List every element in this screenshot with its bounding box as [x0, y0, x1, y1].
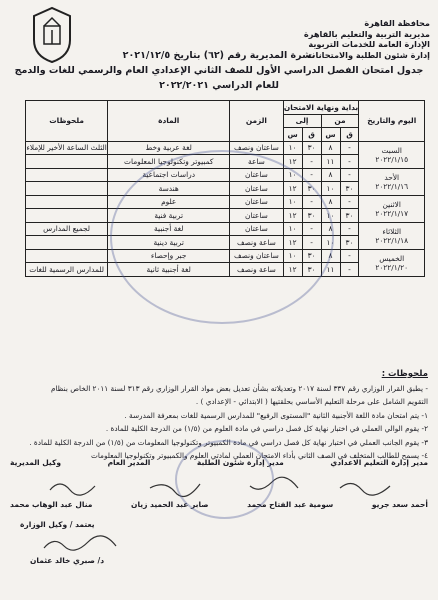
signature-name: صابر عبد الحميد زيان — [131, 500, 209, 509]
note-cell — [26, 155, 108, 169]
from-hours-cell: ١١ — [321, 263, 340, 277]
from-hours-cell: ٨ — [321, 222, 340, 236]
to-hours-cell: ١٠ — [283, 195, 302, 209]
header-line: الإدارة العامة للخدمات التربوية — [308, 39, 430, 49]
to-hours-cell: ١٠ — [283, 141, 302, 155]
day-date: ٢٠٢٢/١/٢٠ — [375, 262, 409, 272]
signature-title: مدير إدارة التعليم الاعدادي — [330, 458, 428, 467]
to-hours-cell: ١٢ — [283, 155, 302, 169]
note-cell: للمدارس الرسمية للغات — [26, 263, 108, 277]
to-minutes-cell: - — [302, 236, 321, 250]
notes-title: ملحوظات : — [381, 369, 428, 379]
note-item: ٣- يقوم الجانب العملي في اختبار نهاية كل فصل دراسي في مادة الكمبيوتر وتكنولوجيا المعلومات من (١/٥) من الدرجة الكلية للمادة . — [29, 437, 428, 447]
undersecretary-signature-icon — [40, 534, 120, 554]
duration-cell: ساعة ونصف — [230, 236, 283, 250]
note-cell — [26, 236, 108, 250]
note-cell — [26, 209, 108, 223]
note-cell — [26, 249, 108, 263]
from-hours-cell: ٨ — [321, 141, 340, 155]
subject-cell: جبر وإحصاء — [108, 249, 230, 263]
subject-cell: علوم — [108, 195, 230, 209]
note-item: - يطبق القرار الوزاري رقم ٣٣٧ لسنة ٢٠١٧ وتعديلاته بشأن تعديل بعض مواد القرار الوزاري رقم ٣١٣ لسنة ٢٠١١ الخاص بنظام — [50, 383, 428, 393]
day-name: السبت — [381, 145, 402, 155]
day-date: ٢٠٢٢/١/١٧ — [375, 208, 409, 218]
subject-cell: دراسات اجتماعية — [108, 168, 230, 182]
to-hours-cell: ١٠ — [283, 168, 302, 182]
day-name: الاثنين — [382, 199, 401, 209]
from-minutes-cell: - — [340, 155, 359, 169]
duration-cell: ساعتان ونصف — [230, 141, 283, 155]
signature-title: وكيل المديرية — [10, 458, 62, 467]
header-notes: ملحوظات — [26, 101, 108, 142]
from-hours-cell: ١٠ — [321, 236, 340, 250]
to-minutes-cell: ٣٠ — [302, 141, 321, 155]
from-minutes-cell: - — [340, 195, 359, 209]
approval-title: يعتمد / وكيل الوزارة — [20, 520, 95, 529]
from-minutes-cell: ٣٠ — [340, 236, 359, 250]
to-hours-cell: ١٢ — [283, 182, 302, 196]
note-item: ١- يتم امتحان مادة اللغة الأجنبية الثانية "المستوى الرفيع" للمدارس الرسمية للغات بمعرفة المدرسة . — [124, 410, 428, 420]
approval-name: د/ صبري خالد عثمان — [30, 556, 105, 565]
day-name: الأحد — [384, 172, 400, 182]
header-start-end: بداية ونهاية الامتحان — [283, 101, 359, 115]
to-minutes-cell: - — [302, 155, 321, 169]
from-hours-cell: ١٠ — [321, 209, 340, 223]
duration-cell: ساعتان — [230, 209, 283, 223]
note-item: ٢- يقوم الوالي العملي في اختبار نهاية كل فصل دراسي في مادة العلوم من (١/٥) من الدرجة الكلية للمادة . — [105, 424, 428, 433]
day-date: ٢٠٢٢/١/١٨ — [375, 235, 409, 245]
signature-title: مدير إدارة شئون الطلبة — [196, 458, 284, 467]
day-cell — [359, 141, 425, 168]
duration-cell: ساعتان — [230, 195, 283, 209]
from-hours-cell: ٨ — [321, 168, 340, 182]
header-to-hours: س — [283, 128, 302, 142]
to-hours-cell: ١٠ — [283, 222, 302, 236]
day-date: ٢٠٢٢/١/١٥ — [375, 154, 409, 164]
subject-cell: هندسة — [108, 182, 230, 196]
signature-name: أحمد سعد جريو — [371, 500, 428, 509]
day-cell — [359, 249, 425, 276]
to-minutes-cell: - — [302, 168, 321, 182]
day-date: ٢٠٢٢/١/١٦ — [375, 181, 409, 191]
watermark-stamp-icon — [110, 150, 334, 324]
from-hours-cell: ١٠ — [321, 182, 340, 196]
signature-title: المدير العام — [107, 458, 151, 467]
header-from-hours: س — [321, 128, 340, 142]
bulletin-number: نشرة المديرية رقم (٦٢) بتاريخ ٢٠٢١/١٢/٥ — [122, 50, 316, 61]
from-hours-cell: ٨ — [321, 249, 340, 263]
from-minutes-cell: - — [340, 222, 359, 236]
from-hours-cell: ١١ — [321, 155, 340, 169]
subject-cell: لغة عربية وخط — [108, 141, 230, 155]
to-minutes-cell: ٣٠ — [302, 263, 321, 277]
to-minutes-cell: ٣٠ — [302, 249, 321, 263]
signature-name: منال عبد الوهاب محمد — [10, 500, 93, 509]
header-from: من — [321, 114, 359, 128]
day-name: الخميس — [379, 253, 405, 263]
note-cell — [26, 168, 108, 182]
header-to: إلى — [283, 114, 321, 128]
day-cell — [359, 222, 425, 249]
to-hours-cell: ١٢ — [283, 209, 302, 223]
header-day: اليوم والتاريخ — [359, 101, 425, 142]
from-minutes-cell: - — [340, 141, 359, 155]
page-title: جدول امتحان الفصل الدراسي الأول للصف الثاني الإعدادي العام والرسمي للغات والدمج — [14, 65, 424, 76]
to-minutes-cell: - — [302, 195, 321, 209]
to-minutes-cell: ٣٠ — [302, 209, 321, 223]
day-cell — [359, 168, 425, 195]
note-cell — [26, 195, 108, 209]
from-hours-cell: ٨ — [321, 195, 340, 209]
from-minutes-cell: ٣٠ — [340, 182, 359, 196]
note-item: ٤- يسمح للطالب المتخلف في الصف الثاني بأداء الامتحان العملي لمادتي العلوم والكمبيوتر وتكنولوجيا المعلومات — [90, 451, 428, 460]
header-line: محافظة القاهرة — [364, 18, 430, 28]
header-subject: المادة — [108, 101, 230, 142]
day-name: الثلاثاء — [382, 226, 402, 236]
from-minutes-cell: - — [340, 263, 359, 277]
note-cell: لجميع المدارس — [26, 222, 108, 236]
subject-cell: لغة أجنبية — [108, 222, 230, 236]
duration-cell: ساعتان ونصف — [230, 249, 283, 263]
from-minutes-cell: ٣٠ — [340, 209, 359, 223]
subject-cell: تربية فنية — [108, 209, 230, 223]
to-minutes-cell: ٣٠ — [302, 182, 321, 196]
header-to-minutes: ق — [302, 128, 321, 142]
from-minutes-cell: - — [340, 168, 359, 182]
to-hours-cell: ١٠ — [283, 249, 302, 263]
from-minutes-cell: - — [340, 249, 359, 263]
note-item: التقويم الشامل على مرحلة التعليم الأساسي بحلقتيها ( الابتدائي - الإعدادي ) . — [195, 397, 428, 406]
subject-cell: كمبيوتر وتكنولوجيا المعلومات — [108, 155, 230, 169]
subject-cell: لغة أجنبية ثانية — [108, 263, 230, 277]
subject-cell: تربية دينية — [108, 236, 230, 250]
to-hours-cell: ١٢ — [283, 263, 302, 277]
to-minutes-cell: - — [302, 222, 321, 236]
duration-cell: ساعة ونصف — [230, 263, 283, 277]
header-time: الزمن — [230, 101, 283, 142]
duration-cell: ساعتان — [230, 222, 283, 236]
official-stamp-icon — [175, 440, 274, 519]
duration-cell: ساعتان — [230, 182, 283, 196]
signature-name: سومية عبد الفتاح محمد — [247, 500, 334, 509]
header-from-minutes: ق — [340, 128, 359, 142]
academic-year: للعام الدراسي ٢٠٢٢/٢٠٢١ — [159, 80, 279, 91]
header-line: إدارة شئون الطلبة والامتحانات — [307, 49, 430, 60]
note-cell — [26, 182, 108, 196]
to-hours-cell: ١٢ — [283, 236, 302, 250]
day-cell — [359, 195, 425, 222]
header-line: مديرية التربية والتعليم بالقاهرة — [303, 28, 430, 39]
note-cell: الثلث الساعة الأخير للإملاء — [26, 141, 108, 155]
duration-cell: ساعتان — [230, 168, 283, 182]
duration-cell: ساعة — [230, 155, 283, 169]
